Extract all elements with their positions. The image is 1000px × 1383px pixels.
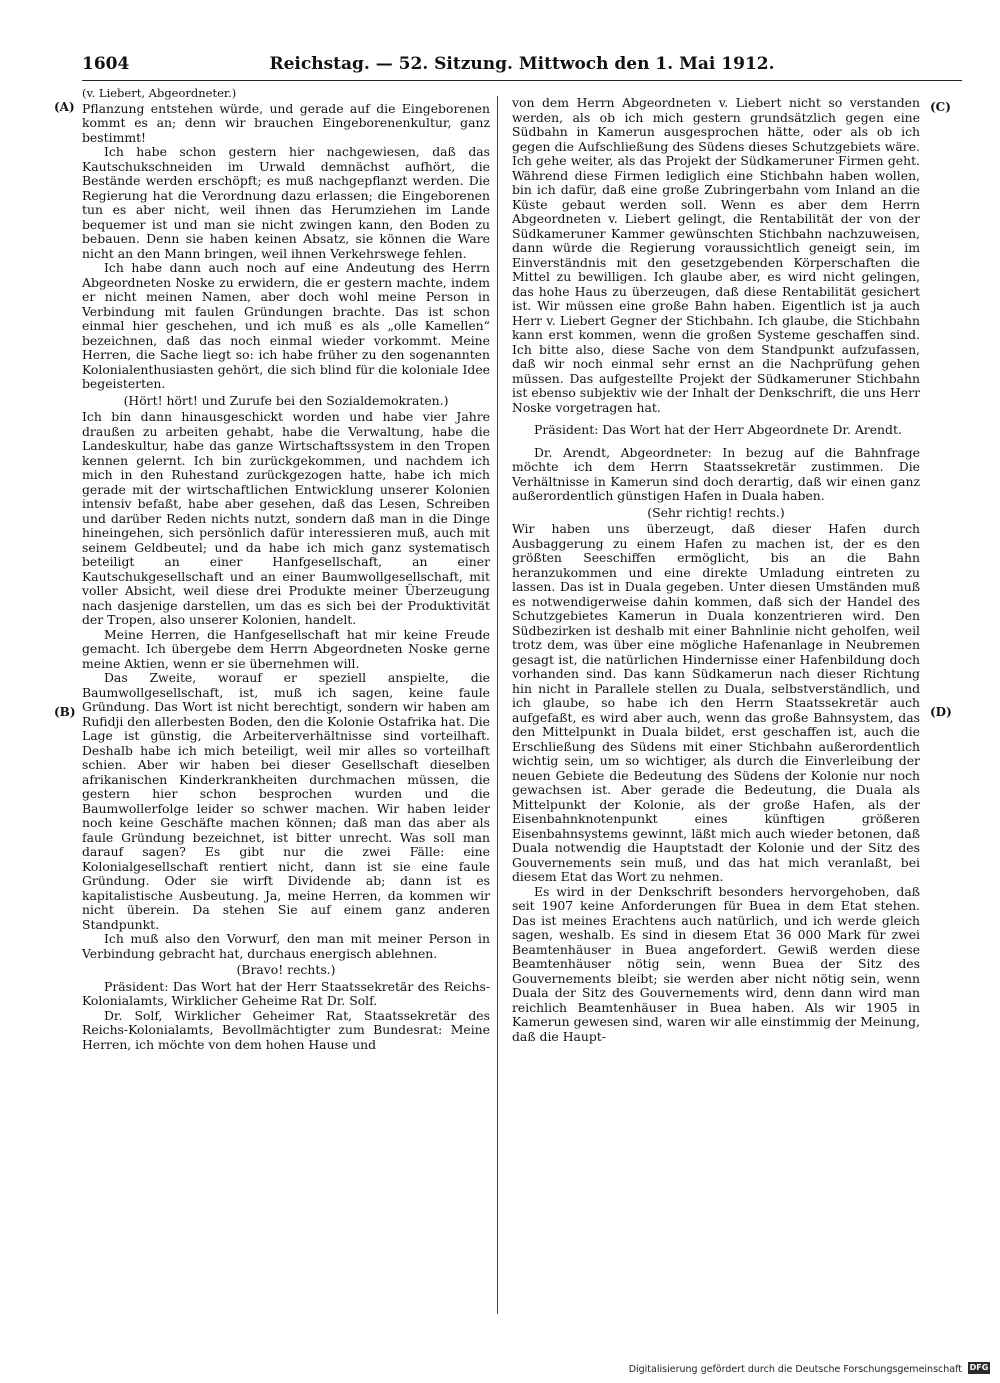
page-number: 1604 <box>82 54 130 74</box>
left-paragraph: Ich bin dann hinausgeschickt worden und habe vier Jahre draußen zu arbeiten gehabt, habe die Verwaltung, habe die Landeskultur, habe das ganze Wirtschaftssystem in den Tropen kennen gelernt. Ich bin zurückgekommen, und nachdem ich mich in den Ruhestand zurückgezogen hatte, habe ich mich gerade mit der wirtschaftlichen Entwicklung unserer Kolonien intensiv befaßt, habe aber gesehen, daß das Lesen, Schreiben und darüber Reden nichts nutzt, sondern daß man in die Dinge hineingehen, sich persönlich dafür interessieren muß, auch mit seinem Geldbeutel; und da habe ich mich ganz systematisch beteiligt an einer Hanfgesellschaft, an einer Kautschukgesellschaft und an einer Baumwollgesellschaft, mit voller Absicht, weil diese drei Produkte meiner Überzeugung nach dasjenige darstellen, um das es sich bei der Produktivität der Tropen, also unserer Kolonien, handelt. <box>82 409 490 627</box>
margin-mark-d: (D) <box>930 705 952 719</box>
margin-mark-a: (A) <box>54 100 75 114</box>
column-divider <box>497 96 498 1314</box>
right-paragraph: (Sehr richtig! rechts.) <box>647 504 785 520</box>
left-paragraphs <box>82 102 490 1053</box>
left-paragraph: Meine Herren, die Hanfgesellschaft hat mir keine Freude gemacht. Ich übergebe dem Herrn Abgeordneten Noske gerne meine Aktien, wenn er sie übernehmen will. <box>82 626 490 671</box>
speaker-note: (v. Liebert, Abgeordneter.) <box>82 86 237 100</box>
left-paragraph: Dr. Solf, Wirklicher Geheimer Rat, Staatssekretär des Reichs-Kolonialamts, Bevollmächtigter zum Bundesrat: Meine Herren, ich möchte von dem hohen Hause und <box>82 1007 490 1052</box>
footer-note: Digitalisierung gefördert durch die Deutsche Forschungsgemeinschaft <box>628 1364 962 1375</box>
left-column <box>82 86 490 1052</box>
right-paragraph: Wir haben uns überzeugt, daß dieser Hafen durch Ausbaggerung zu einem Hafen zu machen ist, der es den größten Seeschiffen ermöglicht, bis an die Bahn heranzukommen und eine direkte Umladung eintreten zu lassen. Das ist in Duala gegeben. Unter diesen Umständen muß es notwendigerweise dahin kommen, daß sich der Handel des Schutzgebietes Kamerun in Duala konzentrieren wird. Den Südbezirken ist deshalb mit einer Bahnlinie nicht geholfen, weil trotz dem, was über eine mögliche Hafenanlage in Neubremen gesagt ist, die natürlichen Hindernisse einer Hafenbildung doch vorhanden sind. Das kann Südkamerun nach dieser Richtung hin nicht in Parallele stellen zu Duala, selbstverständlich, und ich glaube, so habe ich den Herrn Staatssekretär auch aufgefaßt, es wird aber auch, wenn das große Bahnsystem, das den Mittelpunkt in Duala bildet, erst geschaffen ist, auch die Erschließung des Südens mit einer Stichbahn außerordentlich wichtig sein, um so wichtiger, als durch die Einverleibung der neuen Gebiete die Bedeutung des Südens der Kolonie nur noch gewachsen ist. Aber gerade die Bedeutung, die Duala als Mittelpunkt der Kolonie, als der große Hafen, als der Eisenbahnknotenpunkt eines künftigen größeren Eisenbahnsystems gewinnt, läßt mich auch wieder betonen, daß Duala notwendig die Hauptstadt der Kolonie und der Sitz des Gouvernements sein muß, und das hat mich veranlaßt, bei diesem Etat das Wort zu nehmen. <box>512 521 920 884</box>
left-paragraph: Ich habe schon gestern hier nachgewiesen, daß das Kautschukschneiden im Urwald demnächst aufhört, die Bestände werden erschöpft; es muß nachgepflanzt werden. Die Regierung hat die Verordnung dazu erlassen; die Eingeborenen tun es aber nicht, weil ihnen das Herumziehen im Lande bequemer ist und man sie nicht zwingen kann, den Boden zu bebauen. Denn sie haben keinen Absatz, sie können die Ware nicht an den Mann bringen, weil ihnen Verkehrswege fehlen. <box>82 144 490 261</box>
left-paragraph: Ich habe dann auch noch auf eine Andeutung des Herrn Abgeordneten Noske zu erwidern, die er gestern machte, indem er nicht meinen Namen, aber doch wohl meine Person in Verbindung mit faulen Gründungen brachte. Das ist schon einmal hier geschehen, und ich muß es als „olle Kamellen“ bezeichnen, daß das noch einmal wieder vorkommt. Meine Herren, die Sache liegt so: ich habe früher zu den sogenannten Kolonialenthusiasten gehört, die sich blind für die koloniale Idee begeisterten. <box>82 260 490 391</box>
page-title: Reichstag. — 52. Sitzung. Mittwoch den 1. Mai 1912. <box>269 54 775 74</box>
right-paragraphs <box>512 96 920 1044</box>
left-paragraph: (Hört! hört! und Zurufe bei den Sozialdemokraten.) <box>123 392 449 408</box>
right-column <box>512 96 920 1044</box>
left-paragraph: Präsident: Das Wort hat der Herr Staatssekretär des Reichs-Kolonialamts, Wirklicher Geheime Rat Dr. Solf. <box>82 978 490 1008</box>
left-paragraph: Pflanzung entstehen würde, und gerade auf die Eingeborenen kommt es an; denn wir brauchen Eingeborenenkultur, ganz bestimmt! <box>82 100 490 145</box>
page-header <box>82 52 962 81</box>
dfg-logo: DFG <box>969 1363 989 1372</box>
right-paragraph: Es wird in der Denkschrift besonders hervorgehoben, daß seit 1907 keine Anforderungen für Buea in dem Etat stehen. Das ist meines Erachtens auch natürlich, und ich werde gleich sagen, weshalb. Es sind in diesem Etat 36 000 Mark für zwei Beamtenhäuser in Buea angefordert. Gewiß werden diese Beamtenhäuser nötig sein, wenn Buea der Sitz des Gouvernements bleibt; sie werden aber nicht nötig sein, wenn Duala der Sitz des Gouvernements wird, denn dann wird man reichlich Beamtenhäuser in Buea haben. Als wir 1905 in Kamerun gewesen sind, waren wir alle einstimmig der Meinung, daß die Haupt- <box>512 883 920 1044</box>
right-paragraph: Präsident: Das Wort hat der Herr Abgeordnete Dr. Arendt. <box>534 422 902 437</box>
left-paragraph: Ich muß also den Vorwurf, den man mit meiner Person in Verbindung gebracht hat, durchaus energisch ablehnen. <box>82 931 490 961</box>
margin-mark-b: (B) <box>54 705 76 719</box>
left-paragraph: (Bravo! rechts.) <box>236 962 336 977</box>
right-paragraph: von dem Herrn Abgeordneten v. Liebert nicht so verstanden werden, als ob ich mich gestern grundsätzlich gegen eine Südbahn in Kamerun ausgesprochen hätte, oder als ob ich gegen die Aufschließung des Südens dieses Schutzgebiets wäre. Ich gehe weiter, als das Projekt der Südkameruner Firmen geht. Während diese Firmen lediglich eine Stichbahn haben wollen, bin ich dafür, daß eine große Zubringerbahn vom Inland an die Küste gebaut werden soll. Wenn es aber dem Herrn Abgeordneten v. Liebert gelingt, die Rentabilität der von der Südkameruner Kammer gewünschten Stichbahn nachzuweisen, dann würde die Regierung voraussichtlich geneigt sein, im Einverständnis mit den gesetzgebenden Körperschaften die Mittel zu bewilligen. Ich glaube aber, es wird nicht gelingen, das hohe Haus zu überzeugen, daß diese Rentabilität gesichert ist. Wir müssen eine große Bahn haben. Eigentlich ist ja auch Herr v. Liebert Gegner der Stichbahn. Ich glaube, die Stichbahn kann erst kommen, wenn die großen Systeme geschaffen sind. Ich bitte also, diese Sache von dem Standpunkt aufzufassen, daß wir noch einmal sehr ernst an die Nachprüfung gehen müssen. Das aufgestellte Projekt der Südkameruner Stichbahn ist ebenso subjektiv wie der Inhalt der Denkschrift, die uns Herr Noske vorgetragen hat. <box>512 95 920 415</box>
margin-mark-c: (C) <box>930 100 951 114</box>
left-paragraph: Das Zweite, worauf er speziell anspielte, die Baumwollgesellschaft, ist, muß ich sagen, keine faule Gründung. Das Wort ist nicht berechtigt, sondern wir haben am Rufidji den allerbesten Boden, den die Kolonie Ostafrika hat. Die Lage ist günstig, die Arbeiterverhältnisse sind vorteilhaft. Deshalb habe ich mich beteiligt, weil mir alles so vorteilhaft schien. Aber wir haben bei dieser Gesellschaft dieselben afrikanischen Kinderkrankheiten durchmachen müssen, die gestern hier schon besprochen wurden und die Baumwollerfolge leider so schwer machen. Wir haben leider noch keine Geschäfte machen können; daß man das aber als faule Gründung bezeichnet, ist bitter unrecht. Was soll man darauf sagen? Es gibt nur die zwei Fälle: eine Kolonialgesellschaft rentiert nicht, dann ist sie eine faule Gründung. Oder sie wirft Dividende ab; dann ist es kapitalistische Ausbeutung. Ja, meine Herren, da kommen wir nicht überein. Da stehen Sie auf einem ganz anderen Standpunkt. <box>82 670 490 932</box>
right-paragraph: Dr. Arendt, Abgeordneter: In bezug auf die Bahnfrage möchte ich dem Herrn Staatssekretär zustimmen. Die Verhältnisse in Kamerun sind doch derartig, daß wir einen ganz außerordentlich günstigen Hafen in Duala haben. <box>512 444 920 503</box>
